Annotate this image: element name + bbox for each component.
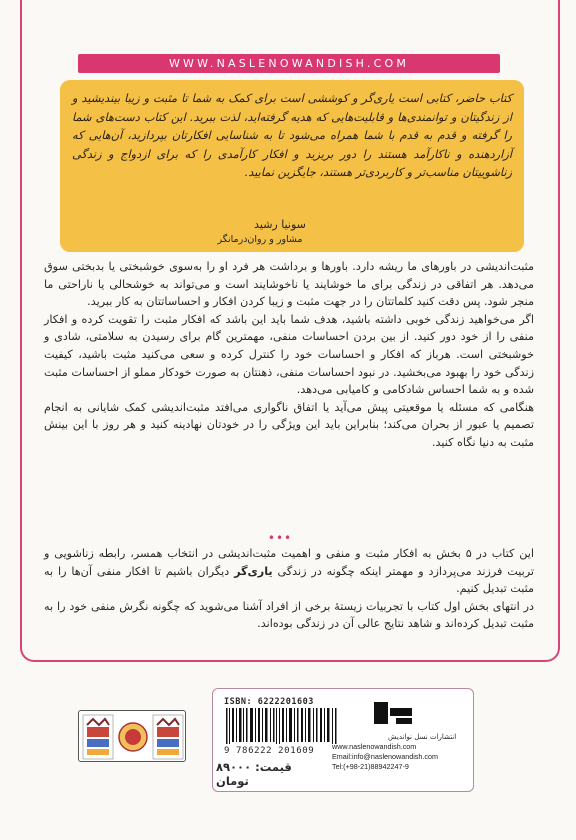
summary-text-part: این کتاب در ۵ بخش به افکار مثبت و منفی و اهمیت مثبت‌اندیشی در انتخاب همسر، رابطه زناشویی و تربیت فرزند می‌پردازد و مهمتر اینکه چگونه در زندگی <box>44 547 534 578</box>
price-label: قیمت: ۸۹۰۰۰ تومان <box>216 760 292 788</box>
publisher-logo-icon <box>370 698 416 738</box>
summary-text <box>44 545 534 633</box>
publisher-contact <box>332 742 468 772</box>
website-banner: WWW.NASLENOWANDISH.COM <box>78 54 500 73</box>
certification-badges <box>78 710 186 762</box>
quote-author: سونیا رشید <box>254 218 306 231</box>
isbn-label: ISBN: 6222201603 <box>224 697 314 707</box>
publisher-name: انتشارات نسل نواندیش <box>388 733 457 741</box>
paragraph-1: مثبت‌اندیشی در باورهای ما ریشه دارد. باورها و برداشت هر فرد او را به‌سوی خوشبختی یا بدبختی سوق می‌دهد. هر اتفاقی در زندگی برای ما خوشایند یا ناخوشایند است و می‌تواند به خوشحالی یا ناراحتی ما منجر شود. پس دقت کنید کلماتتان را در جهت مثبت و زیبا کردن افکار و احساساتتان به کار ببرید. <box>44 260 534 309</box>
body-text <box>44 258 534 452</box>
barcode-number: 9 786222 201609 <box>224 746 315 756</box>
summary-paragraph-1 <box>44 545 534 598</box>
summary-bold-word: یاری‌گر <box>234 564 273 578</box>
section-separator: ••• <box>267 531 293 545</box>
quote-text: کتاب حاضر، کتابی است یاری‌گر و کوششی است برای کمک به شما تا مثبت و زیبا بیندیشید و از زندگیتان و توانمندی‌ها و قابلیت‌هایی که هدیه گرفته‌اید، لذت ببرید. این کتاب دست‌های شما را گرفته و قدم به قدم با شما همراه می‌شود تا به شناسایی افکارتان بپردازید، آن‌هایی که آزاردهنده و ناکارآمد هستند را دور بریزید و افکار کارآمدی را که برای ازدواج و زندگی زناشوییتان مناسب‌تر و کاربردی‌تر هستند، جایگزین نمایید. <box>72 91 512 180</box>
summary-paragraph-2: در انتهای بخش اول کتاب با تجربیات زیستهٔ برخی از افراد آشنا می‌شوید که چگونه نگرش منفی خود را به مثبت تبدیل کرده‌اند و شاهد نتایج عالی آن در زندگی بوده‌اند. <box>44 599 534 631</box>
email-text: Email:info@naslenowandish.com <box>332 752 438 761</box>
barcode-graphic <box>224 708 340 744</box>
website-text: www.naslenowandish.com <box>332 742 417 751</box>
quote-role: مشاور و روان‌درمانگر <box>217 234 303 245</box>
badges-graphic <box>79 711 187 763</box>
paragraph-2: اگر می‌خواهید زندگی خوبی داشته باشید، هدف شما باید این باشد که افکار مثبت را تقویت کرده و افکار منفی را از خود دور کنید. از بین بردن احساسات منفی، مهمترین گام برای رسیدن به سلامتی، شادی و خوشبختی است. هرباز که افکار و احساسات خود را کنترل کرده و سعی می‌کنید مثبت باشید، کیفیت زندگی خود را بهبود می‌بخشید. در نبود احساسات منفی، ذهنتان به صورت خودکار مملو از احساسات مثبت شده و به شما احساس شادکامی و کامیابی می‌دهد. <box>44 312 534 397</box>
phone-text: Tel:(+98-21)88942247-9 <box>332 762 409 771</box>
summary-text-part: دیگران باشیم تا افکار منفی آن‌ها را به مثبت تبدیل کنیم. <box>44 564 534 596</box>
paragraph-3: هنگامی که مسئله یا موقعیتی پیش می‌آید یا اتفاق ناگواری می‌افتد مثبت‌اندیشی کمک شایانی به انجام تصمیم یا عبور از بحران می‌کند؛ بنابراین باید این ویژگی را در خودتان نهادینه کنید و هر روز با این بینش مثبت به دنیا نگاه کنید. <box>44 400 534 449</box>
